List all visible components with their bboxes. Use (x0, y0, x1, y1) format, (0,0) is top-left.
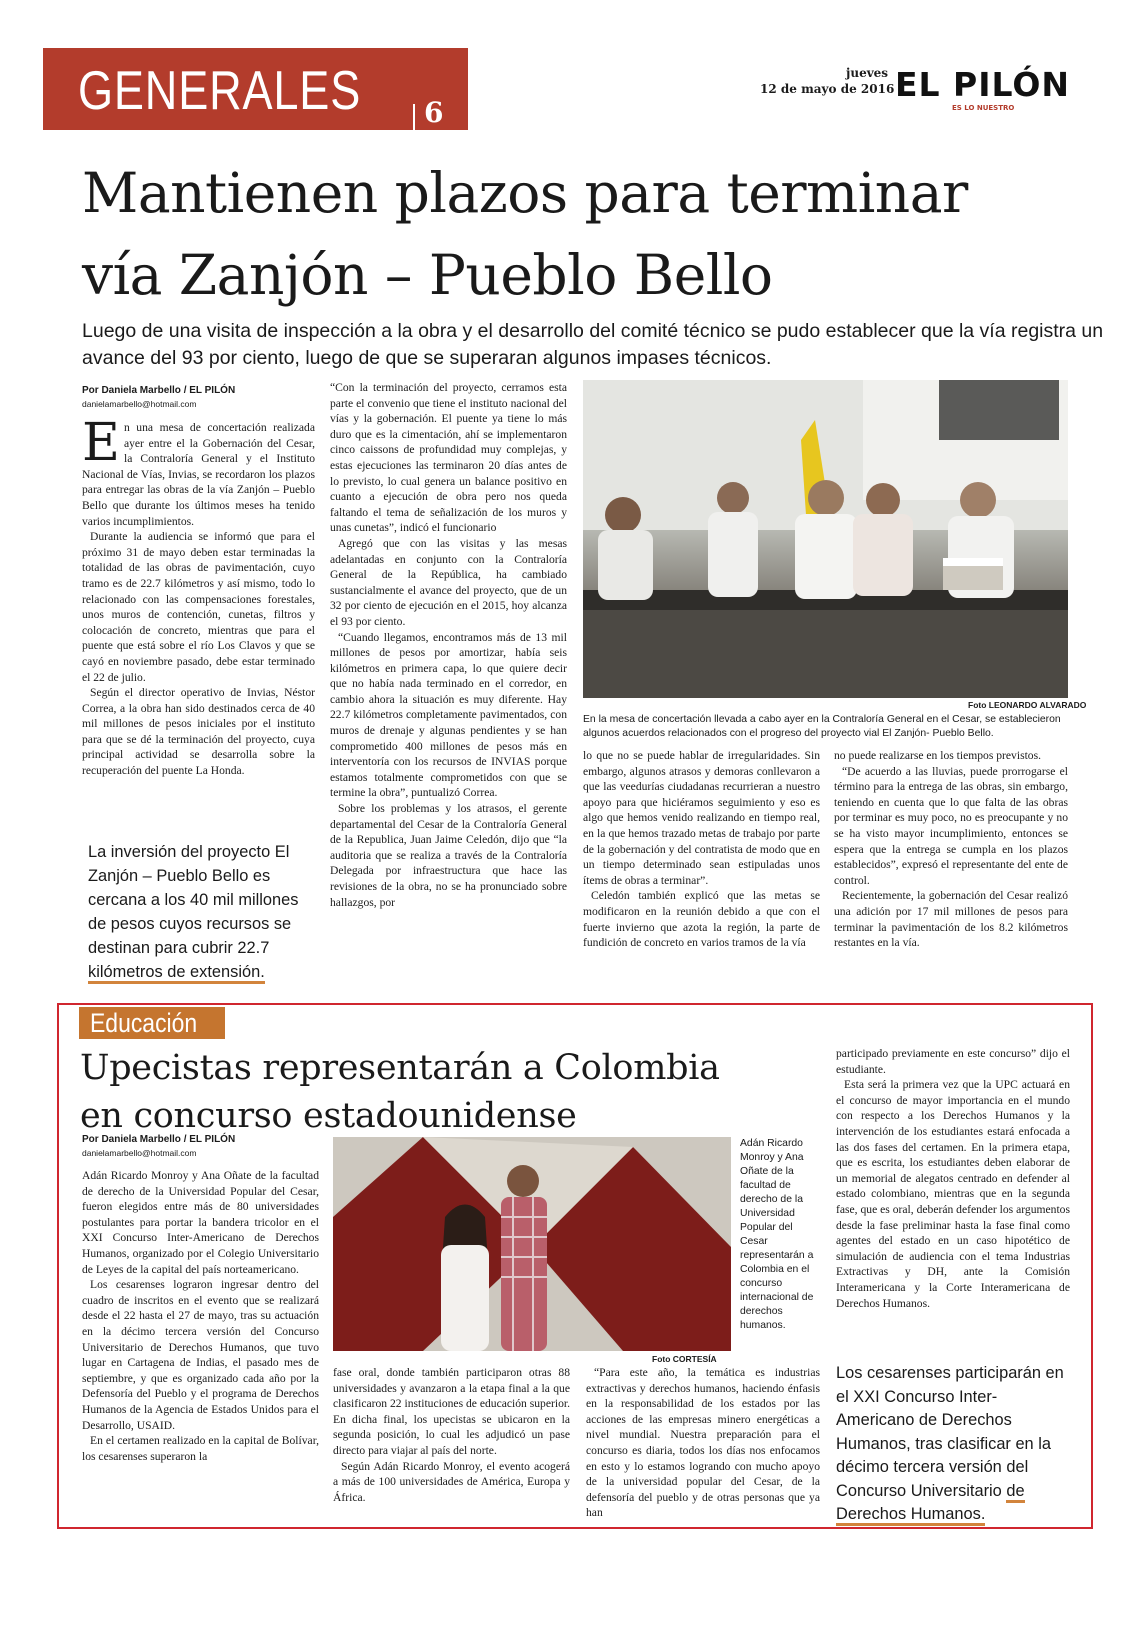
pull-quote-education-underlined: de Derechos Humanos. (836, 1482, 1025, 1527)
education-tag-label: Educación (90, 1008, 198, 1038)
education-column-4 (836, 1046, 1070, 1356)
education-byline: Por Daniela Marbello / EL PILÓN (82, 1134, 236, 1145)
education-headline (80, 1044, 820, 1140)
education-email: danielamarbello@hotmail.com (82, 1148, 197, 1158)
main-col4-p2: “De acuerdo a las lluvias, puede prorrogarse el término para la entrega de las obras, sin embargo, teniendo en cuenta que lo que falta de las obras por terminar es muy poco, no es preocupante y no se ha visto mayor incumplimiento, entonces se espera que la entrega se cumpla en los plazos establecidos”, expresó el representante del ente de control. (834, 764, 1068, 887)
main-byline: Por Daniela Marbello / EL PILÓN (82, 385, 236, 396)
main-col2-p3: “Cuando llegamos, encontramos más de 13 mil millones de pesos por amortizar, había seis kilómetros en primera capa, lo que quiere decir que no había nada terminado en el corredor, en cambio ahora la situación es muy diferente. Hay 22.7 kilómetros completamente pavimentados, con muros de drenaje y algunas pendientes y se han comprometido 400 millones de pesos más en interventoría con los recursos de INVIAS porque estamos totalmente comprometidos con que se termine la obra”, puntualizó Correa. (330, 630, 567, 800)
students-photo-caption: Adán Ricardo Monroy y Ana Oñate de la facultad de derecho de la Universidad Popular del Cesar representarán a Colombia en el concurso internacional de derechos humanos. (740, 1138, 814, 1331)
pull-quote-main (88, 840, 310, 984)
section-name: GENERALES (78, 59, 362, 121)
edu-col3-p1: “Para este año, la temática es industrias extractivas y derechos humanos, haciendo énfasis en la responsabilidad de los estados por las acciones de las empresas minero energéticas a nivel mundial. Nuestra preparación para el concurso es diaria, todos los días nos enfocamos en esto y lo estamos logrando con mucho apoyo de la universidad popular del Cesar, de la defensoría del pueblo y de otras personas que ya han (586, 1366, 820, 1520)
education-column-1 (82, 1168, 319, 1520)
pull-quote-education-text: Los cesarenses participarán en el XXI Concurso Inter-Americano de Derechos Humanos, tras clasificar en la décimo tercera versión del Concurso Universitario (836, 1364, 1064, 1500)
main-headline (82, 152, 1122, 316)
pull-quote-education (836, 1362, 1068, 1527)
main-column-2 (330, 380, 567, 998)
edu-col2-p2: Según Adán Ricardo Monroy, el evento acogerá a más de 100 universidades de América, Europa y África. (333, 1459, 570, 1504)
students-photo-illustration (333, 1137, 731, 1351)
page-number: 6 (424, 96, 444, 129)
edu-col4-p2: Esta será la primera vez que la UPC actuará en el concurso de mayor importancia en el mundo con respecto a los Derechos Humanos y la intervención de los estudiantes estará enfocada a las dos fases del certamen. En la primera etapa, que es escrita, los estudiantes deben elaborar de un memorial de alegatos centrado en defender al estado colombiano, mientras que en la segunda fase, que es oral, deberán defender los argumentos desde la fase preliminar hasta la fase final como agentes del estado en un caso hipotético de simulación de audiencia con el tema Industrias Extractivas y DH, ante la Comisión Interamericana y la Corte Interamericana de Derechos Humanos. (836, 1078, 1070, 1310)
edu-col1-p2: Los cesarenses lograron ingresar dentro del cuadro de inscritos en el evento que se realizará desde el 22 hasta el 27 de mayo, tras su actuación en la décimo tercera versión del Concurso Universitario de Derechos Humanos, que tuvo lugar en Cartagena de Indias, el pasado mes de septiembre, y que es organizado cada año por la Defensoría del Pueblo y el programa de Derechos Humanos de la Agencia de Estados Unidos para el Desarrollo, USAID. (82, 1278, 319, 1432)
date-full: 12 de mayo de 2016 (760, 82, 895, 96)
edu-col1-p1: Adán Ricardo Monroy y Ana Oñate de la facultad de derecho de la Universidad Popular del Cesar, fueron elegidos entre más de 80 universidades postulantes para portar la bandera tricolor en el XXI Concurso Inter-Americano de Derechos Humanos, organizado por el Colegio Universitario de Leyes de la capital del país norteamericano. (82, 1169, 319, 1276)
main-col1-p3: Según el director operativo de Invias, Néstor Correa, a la obra han sido destinados cerca de 40 mil millones de pesos iniciales por el instituto para que se dé la terminación del proyecto, cuya principal actividad se desarrolla sobre la recuperación del puente La Honda. (82, 686, 315, 778)
main-email: danielamarbello@hotmail.com (82, 399, 197, 409)
edu-col2-p1: fase oral, donde también participaron otras 88 universidades y avanzaron a la etapa final a la que clasificaron 22 instituciones de educación superior. En dicha final, los upecistas se ubicaron en la segunda posición, lo cual les adjudicó un pase directo para viajar al país del norte. (333, 1366, 570, 1457)
edu-col4-p1: participado previamente en este concurso” dijo el estudiante. (836, 1047, 1070, 1076)
newspaper-logo: EL PILÓN (895, 65, 1071, 104)
main-lead: Luego de una visita de inspección a la obra y el desarrollo del comité técnico se pudo establecer que la vía registra un avance del 93 por ciento, luego de que se superaran algunos impases técnicos. (82, 320, 1104, 369)
main-col1-p1: n una mesa de concertación realizada ayer entre el la Gobernación del Cesar, la Contraloría General y el Instituto Nacional de Vías, Invias, se recordaron los plazos para entregar las obras de la vía Zanjón – Pueblo Bello que durante los últimos meses ha tenido varios incumplimientos. (82, 421, 315, 528)
main-column-1 (82, 420, 315, 840)
main-col1-p2: Durante la audiencia se informó que para el próximo 31 de mayo deben estar terminadas la totalidad de las obras de pavimentación, cuyo tramo es de 22.7 kilómetros y así mismo, todo lo relacionado con las compensaciones forestales, unos muros de contención, cunetas, filtros y colocación de concreto, mientras que para el puente que está sobre el río Los Clavos y que se cayó en noviembre pasado, debe estar terminado el 22 de julio. (82, 530, 315, 684)
meeting-photo (583, 380, 1068, 698)
pull-quote-main-underlined: kilómetros de extensión. (88, 963, 265, 984)
main-col2-p4: Sobre los problemas y los atrasos, el gerente departamental del Cesar de la Contraloría General de la Republica, Juan Jaime Celedón, dijo que “la auditoria que se realiza a través de la Contraloría Delegada por infraestructura que hace las revisiones de la obra, no se ha pronunciado sobre hallazgos, por (330, 802, 567, 909)
edu-col1-p3: En el certamen realizado en la capital de Bolívar, los cesarenses superaron la (82, 1434, 319, 1463)
main-headline-line-2: vía Zanjón – Pueblo Bello (82, 243, 773, 307)
main-col3-p2: Celedón también explicó que las metas se modificaron en la reunión debido a que con el fuerte invierno que azota la región, la parte de fundición de concreto en varios tramos de la vía (583, 889, 820, 950)
logo-tagline: ES LO NUESTRO (952, 104, 1015, 112)
meeting-photo-caption: En la mesa de concertación llevada a cabo ayer en la Contraloría General en el Cesar, se establecieron algunos acuerdos relacionados con el progreso del proyecto vial El Zanjón- Pueblo Bello. (583, 714, 1061, 739)
meeting-photo-illustration (583, 380, 1068, 698)
main-col2-p1: “Con la terminación del proyecto, cerramos esta parte el convenio que tiene el instituto nacional del vías y la gobernación. El puente ya tiene lo más duro que es la cimentación, ahí se implementaron cinco caissons de profundidad muy complejas, y estas ejecuciones las terminaron 20 días antes de lo previsto, lo cual genera un balance positivo en cuanto a ejecución de obra pero nos queda faltando el tema de señalización de los muros y unas cunetas”, indicó el funcionario (330, 381, 567, 535)
education-column-2 (333, 1365, 570, 1523)
main-column-4 (834, 748, 1068, 998)
main-headline-line-1: Mantienen plazos para terminar (82, 161, 968, 225)
meeting-photo-credit: Foto LEONARDO ALVARADO (968, 700, 1087, 710)
education-headline-line-2: en concurso estadounidense (80, 1096, 577, 1136)
section-separator (413, 104, 415, 132)
education-column-3 (586, 1365, 820, 1523)
main-col2-p2: Agregó que con las visitas y las mesas adelantadas en conjunto con la Contraloría General de la República, ha cambiado sustancialmente el avance del proyecto, que de un 32 por ciento de ejecución en el 2015, hoy alcanza el 93 por ciento. (330, 536, 567, 628)
main-col3-p1: lo que no se puede hablar de irregularidades. Sin embargo, algunos atrasos y demoras conllevaron a que las veedurías ciudadanas recurrieran a nuestro apoyo para que hiciéramos seguimiento y eso es algo que hemos venido realizando en tiempo real, en la que hemos trazado metas de trabajo por parte de la gobernación y del contratista de modo que en un tiempo determinado sean estipuladas unos ítems de obras a terminar”. (583, 749, 820, 887)
education-headline-line-1: Upecistas representarán a Colombia (80, 1048, 720, 1088)
dropcap: E (82, 420, 120, 473)
students-photo (333, 1137, 731, 1351)
main-column-3 (583, 748, 820, 998)
students-photo-credit: Foto CORTESÍA (652, 1354, 717, 1364)
main-col4-p1: no puede realizarse en los tiempos previstos. (834, 749, 1042, 762)
main-col4-p3: Recientemente, la gobernación del Cesar realizó una adición por 17 mil millones de pesos para terminar la pavimentación de los 8.2 kilómetros restantes en la vía. (834, 889, 1068, 950)
date-day: jueves (846, 66, 889, 80)
pull-quote-main-text: La inversión del proyecto El Zanjón – Pueblo Bello es cercana a los 40 mil millones de pesos cuyos recursos se destinan para cubrir 22.7 (88, 843, 299, 957)
